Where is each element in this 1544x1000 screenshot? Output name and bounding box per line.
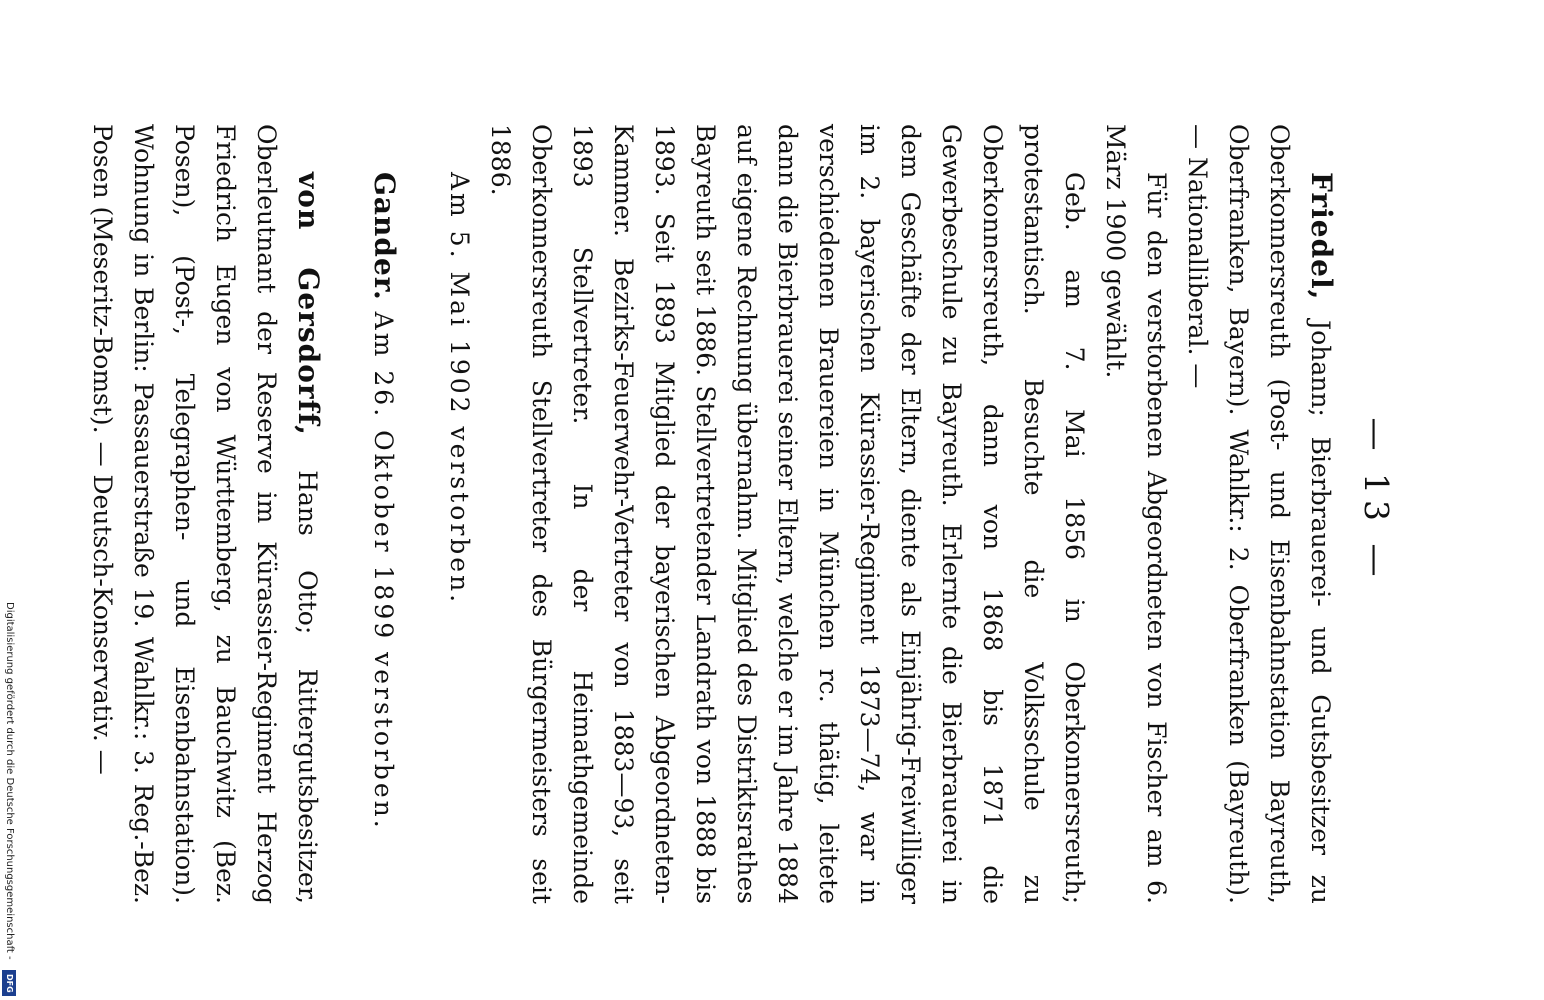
dfg-logo: DFG (2, 970, 16, 996)
entry-name: Gander. (368, 172, 401, 301)
entry-elected: Für den verstorbenen Abgeordneten von Fischer am 6. März 1900 gewählt. (1101, 124, 1171, 904)
entry-name: von Gersdorff, (292, 172, 325, 436)
entry-name: Friedel, (1305, 172, 1338, 301)
entry-text: Hans Otto; Rittergutsbesitzer, Oberleutnant der Reserve im Kürassier-Regiment Herzog Friedrich Eugen von Württemberg, zu Bauchwitz (Bez. Posen), (Post-, Telegraphen- und Eisenbahnstation). Wohnung in Berlin: Passauerstraße 19. Wahlkr.: 3. Reg.-Bez. Posen (Meseritz-Bomst). — Deutsch-Konservativ. — (88, 124, 322, 904)
entry-friedel (1177, 124, 1342, 904)
entry-text: Johann; Bierbrauerei- und Gutsbesitzer zu Oberkonnersreuth (Post- und Eisenbahnstation Bayreuth, Oberfranken, Bayern). Wahlkr.: 2. Oberfranken (Bayreuth). — Nationalliberal. — (1183, 124, 1335, 904)
document-body (82, 124, 1342, 904)
page-number: — 13 — (1357, 417, 1396, 583)
entry-gersdorff (82, 124, 329, 904)
entry-gander (363, 124, 405, 904)
entry-text: Am 26. Oktober 1899 verstorben. (369, 300, 398, 831)
digitization-credit (2, 602, 16, 998)
entry-bio: Geb. am 7. Mai 1856 in Oberkonnersreuth; protestantisch. Besuchte die Volksschule zu Oberkonnersreuth, dann von 1868 bis 1871 die Gewerbeschule zu Bayreuth. Erlernte die Bierbrauerei in dem Geschäfte der Eltern, diente als Einjährig-Freiwilliger im 2. bayerischen Kürassier-Regiment 1873—74, war in verschiedenen Brauereien in München rc. thätig, leitete dann die Bierbrauerei seiner Eltern, welche er im Jahre 1884 auf eigene Rechnung übernahm. Mitglied des Distriktsrathes Bayreuth seit 1886. Stellvertretender Landrath von 1888 bis 1893. Seit 1893 Mitglied der bayerischen Abgeordneten-Kammer. Bezirks-Feuerwehr-Vertreter von 1883—93, seit 1893 Stellvertreter. In der Heimathgemeinde Oberkonnersreuth Stellvertreter des Bürgermeisters seit 1886. (486, 124, 1089, 904)
credit-text: Digitalisierung gefördert durch die Deutsche Forschungsgemeinschaft - (4, 602, 15, 960)
entry-death: Am 5. Mai 1902 verstorben. (445, 172, 474, 606)
